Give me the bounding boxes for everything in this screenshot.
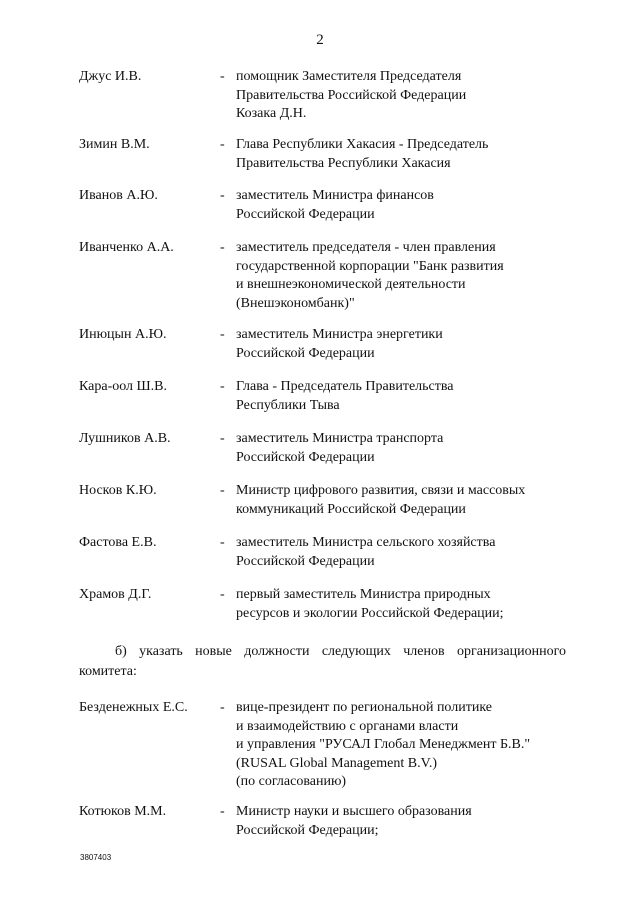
role-line: и управления "РУСАЛ Глобал Менеджмент Б.В." [236,737,531,752]
role-line: Республики Тыва [236,397,340,413]
member-name: Храмов Д.Г. [79,587,152,602]
member-dash: - [220,431,225,446]
member-dash: - [220,379,225,394]
member-name: Фастова Е.В. [79,535,157,550]
role-line: Министр науки и высшего образования [236,804,472,819]
member-name: Носков К.Ю. [79,483,157,498]
role-line: (по согласованию) [236,774,347,789]
role-line: и внешнеэкономической деятельности [236,277,466,292]
member-dash: - [220,804,225,819]
role-line: коммуникаций Российской Федерации [236,501,466,517]
role-line: Правительства Российской Федерации [236,87,467,103]
role-line: Козака Д.Н. [236,106,307,121]
member-role [236,239,566,313]
role-line: Российской Федерации [236,206,375,222]
member-role [236,326,566,363]
member-dash: - [220,188,225,203]
member-name: Инюцын А.Ю. [79,327,167,342]
member-role [236,68,566,124]
role-line: заместитель Министра транспорта [236,431,444,446]
page-number: 2 [316,32,324,48]
role-line: ресурсов и экологии Российской Федерации; [236,605,504,621]
member-role [236,534,566,571]
member-dash: - [220,587,225,602]
member-dash: - [220,137,225,152]
member-dash: - [220,535,225,550]
role-line: Глава - Председатель Правительства [236,379,454,394]
paragraph-line: б) указать новые должности следующих членов организационного [115,644,566,659]
member-name: Зимин В.М. [79,137,150,152]
member-role [236,803,566,840]
member-name: Лушников А.В. [79,431,171,446]
role-line: вице-президент по региональной политике [236,700,493,715]
member-role [236,136,566,173]
member-role [236,699,566,792]
member-role [236,187,566,224]
member-role [236,430,566,467]
member-role [236,482,566,519]
member-role [236,586,566,623]
member-dash: - [220,69,225,84]
role-line: (Внешэкономбанк)" [236,295,355,311]
role-line: Правительства Республики Хакасия [236,155,451,171]
member-name: Джус И.В. [79,69,142,84]
member-role [236,378,566,415]
role-line: заместитель Министра энергетики [236,327,443,342]
role-line: первый заместитель Министра природных [236,587,491,602]
role-line: Российской Федерации; [236,822,379,838]
role-line: (RUSAL Global Management B.V.) [236,755,438,771]
member-name: Котюков М.М. [79,804,167,819]
member-name: Кара-оол Ш.В. [79,379,168,394]
member-dash: - [220,327,225,342]
member-name: Иванченко А.А. [79,240,174,255]
role-line: заместитель Министра финансов [236,188,434,203]
role-line: государственной корпорации "Банк развития [236,258,504,274]
role-line: помощник Заместителя Председателя [236,69,462,84]
paragraph-line: комитета: [79,664,137,679]
role-line: заместитель председателя - член правления [236,240,496,255]
member-dash: - [220,240,225,255]
role-line: Российской Федерации [236,449,375,465]
member-name: Иванов А.Ю. [79,188,158,203]
role-line: Российской Федерации [236,553,375,569]
document-code: 3807403 [80,853,112,862]
role-line: и взаимодействию с органами власти [236,718,459,734]
role-line: заместитель Министра сельского хозяйства [236,535,496,550]
paragraph-b [79,642,566,682]
member-dash: - [220,483,225,498]
role-line: Глава Республики Хакасия - Председатель [236,137,489,152]
member-dash: - [220,700,225,715]
member-name: Безденежных Е.С. [79,700,188,715]
role-line: Министр цифрового развития, связи и массовых [236,483,526,498]
role-line: Российской Федерации [236,345,375,361]
